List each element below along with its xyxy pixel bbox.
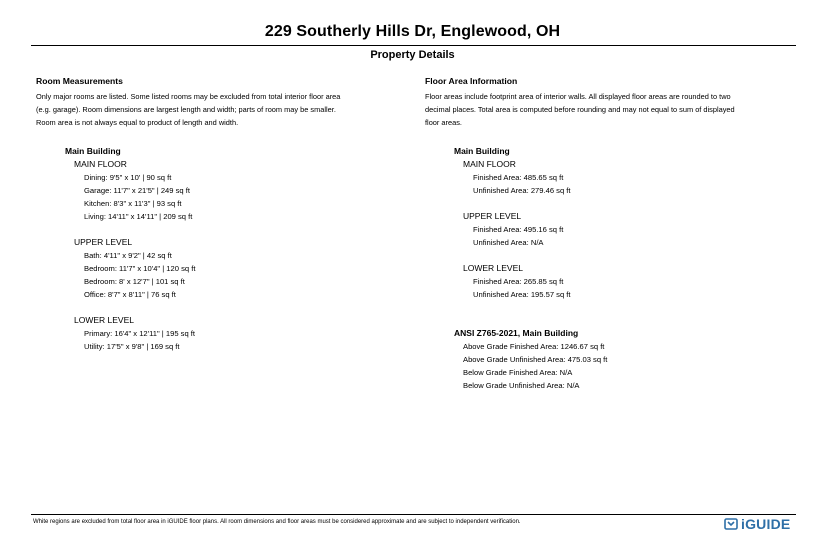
- room-measurements-section: [36, 76, 416, 353]
- page-title: 229 Southerly Hills Dr, Englewood, OH: [264, 23, 561, 40]
- footer-divider: [31, 514, 796, 515]
- unfinished-area: Unfinished Area: N/A: [473, 237, 544, 247]
- iguide-logo: [724, 515, 790, 533]
- level-heading: UPPER LEVEL: [74, 236, 133, 247]
- building-title: Main Building: [65, 145, 121, 156]
- room-item: Bedroom: 11'7" x 10'4" | 120 sq ft: [84, 263, 196, 273]
- ansi-item: Below Grade Finished Area: N/A: [463, 367, 573, 377]
- floor-area-note-line: decimal places. Total area is computed before rounding and may not equal to sum of displayed: [425, 105, 735, 115]
- level-heading: MAIN FLOOR: [74, 158, 127, 169]
- finished-area: Finished Area: 485.65 sq ft: [473, 172, 564, 182]
- building-title: Main Building: [454, 145, 510, 156]
- level-heading: MAIN FLOOR: [463, 158, 516, 169]
- floor-area-section: [425, 76, 800, 392]
- level-heading: UPPER LEVEL: [463, 210, 522, 221]
- room-item: Bedroom: 8' x 12'7" | 101 sq ft: [84, 276, 185, 286]
- iguide-logo-text: iGUIDE: [741, 516, 791, 532]
- finished-area: Finished Area: 495.16 sq ft: [473, 224, 564, 234]
- room-measurements-note-line: Only major rooms are listed. Some listed rooms may be excluded from total interior floor area: [36, 92, 341, 101]
- header-divider: [31, 45, 796, 46]
- ansi-heading: ANSI Z765-2021, Main Building: [454, 327, 579, 338]
- room-item: Primary: 16'4" x 12'11" | 195 sq ft: [84, 328, 196, 338]
- ansi-item: Above Grade Unfinished Area: 475.03 sq ft: [463, 354, 608, 364]
- room-item: Office: 8'7" x 8'11" | 76 sq ft: [84, 289, 176, 299]
- ansi-item: Above Grade Finished Area: 1246.67 sq ft: [463, 341, 605, 351]
- room-item: Bath: 4'11" x 9'2" | 42 sq ft: [84, 250, 172, 260]
- unfinished-area: Unfinished Area: 195.57 sq ft: [473, 289, 571, 299]
- room-item: Garage: 11'7" x 21'5" | 249 sq ft: [84, 185, 190, 195]
- room-item: Utility: 17'5" x 9'8" | 169 sq ft: [84, 341, 180, 351]
- iguide-logo-icon: [724, 517, 738, 531]
- footer-disclaimer: White regions are excluded from total floor area in iGUIDE floor plans. All room dimensions and floor areas must be considered approximate and are subject to independent verification.: [33, 519, 521, 525]
- level-heading: LOWER LEVEL: [74, 314, 134, 325]
- floor-area-heading: Floor Area Information: [425, 76, 518, 86]
- room-item: Kitchen: 8'3" x 11'3" | 93 sq ft: [84, 198, 182, 208]
- unfinished-area: Unfinished Area: 279.46 sq ft: [473, 185, 571, 195]
- finished-area: Finished Area: 265.85 sq ft: [473, 276, 564, 286]
- room-item: Living: 14'11" x 14'11" | 209 sq ft: [84, 211, 193, 221]
- room-measurements-note-line: Room area is not always equal to product of length and width.: [36, 118, 239, 128]
- page-subtitle: Property Details: [370, 49, 455, 61]
- room-measurements-note-line: (e.g. garage). Room dimensions are largest length and width; parts of room may be smaller.: [36, 105, 336, 115]
- room-item: Dining: 9'5" x 10' | 90 sq ft: [84, 172, 172, 182]
- level-heading: LOWER LEVEL: [463, 262, 523, 273]
- floor-area-note-line: floor areas.: [425, 118, 462, 128]
- room-measurements-heading: Room Measurements: [36, 76, 123, 86]
- ansi-item: Below Grade Unfinished Area: N/A: [463, 380, 580, 390]
- floor-area-note-line: Floor areas include footprint area of interior walls. All displayed floor areas are rounded to two: [425, 92, 731, 101]
